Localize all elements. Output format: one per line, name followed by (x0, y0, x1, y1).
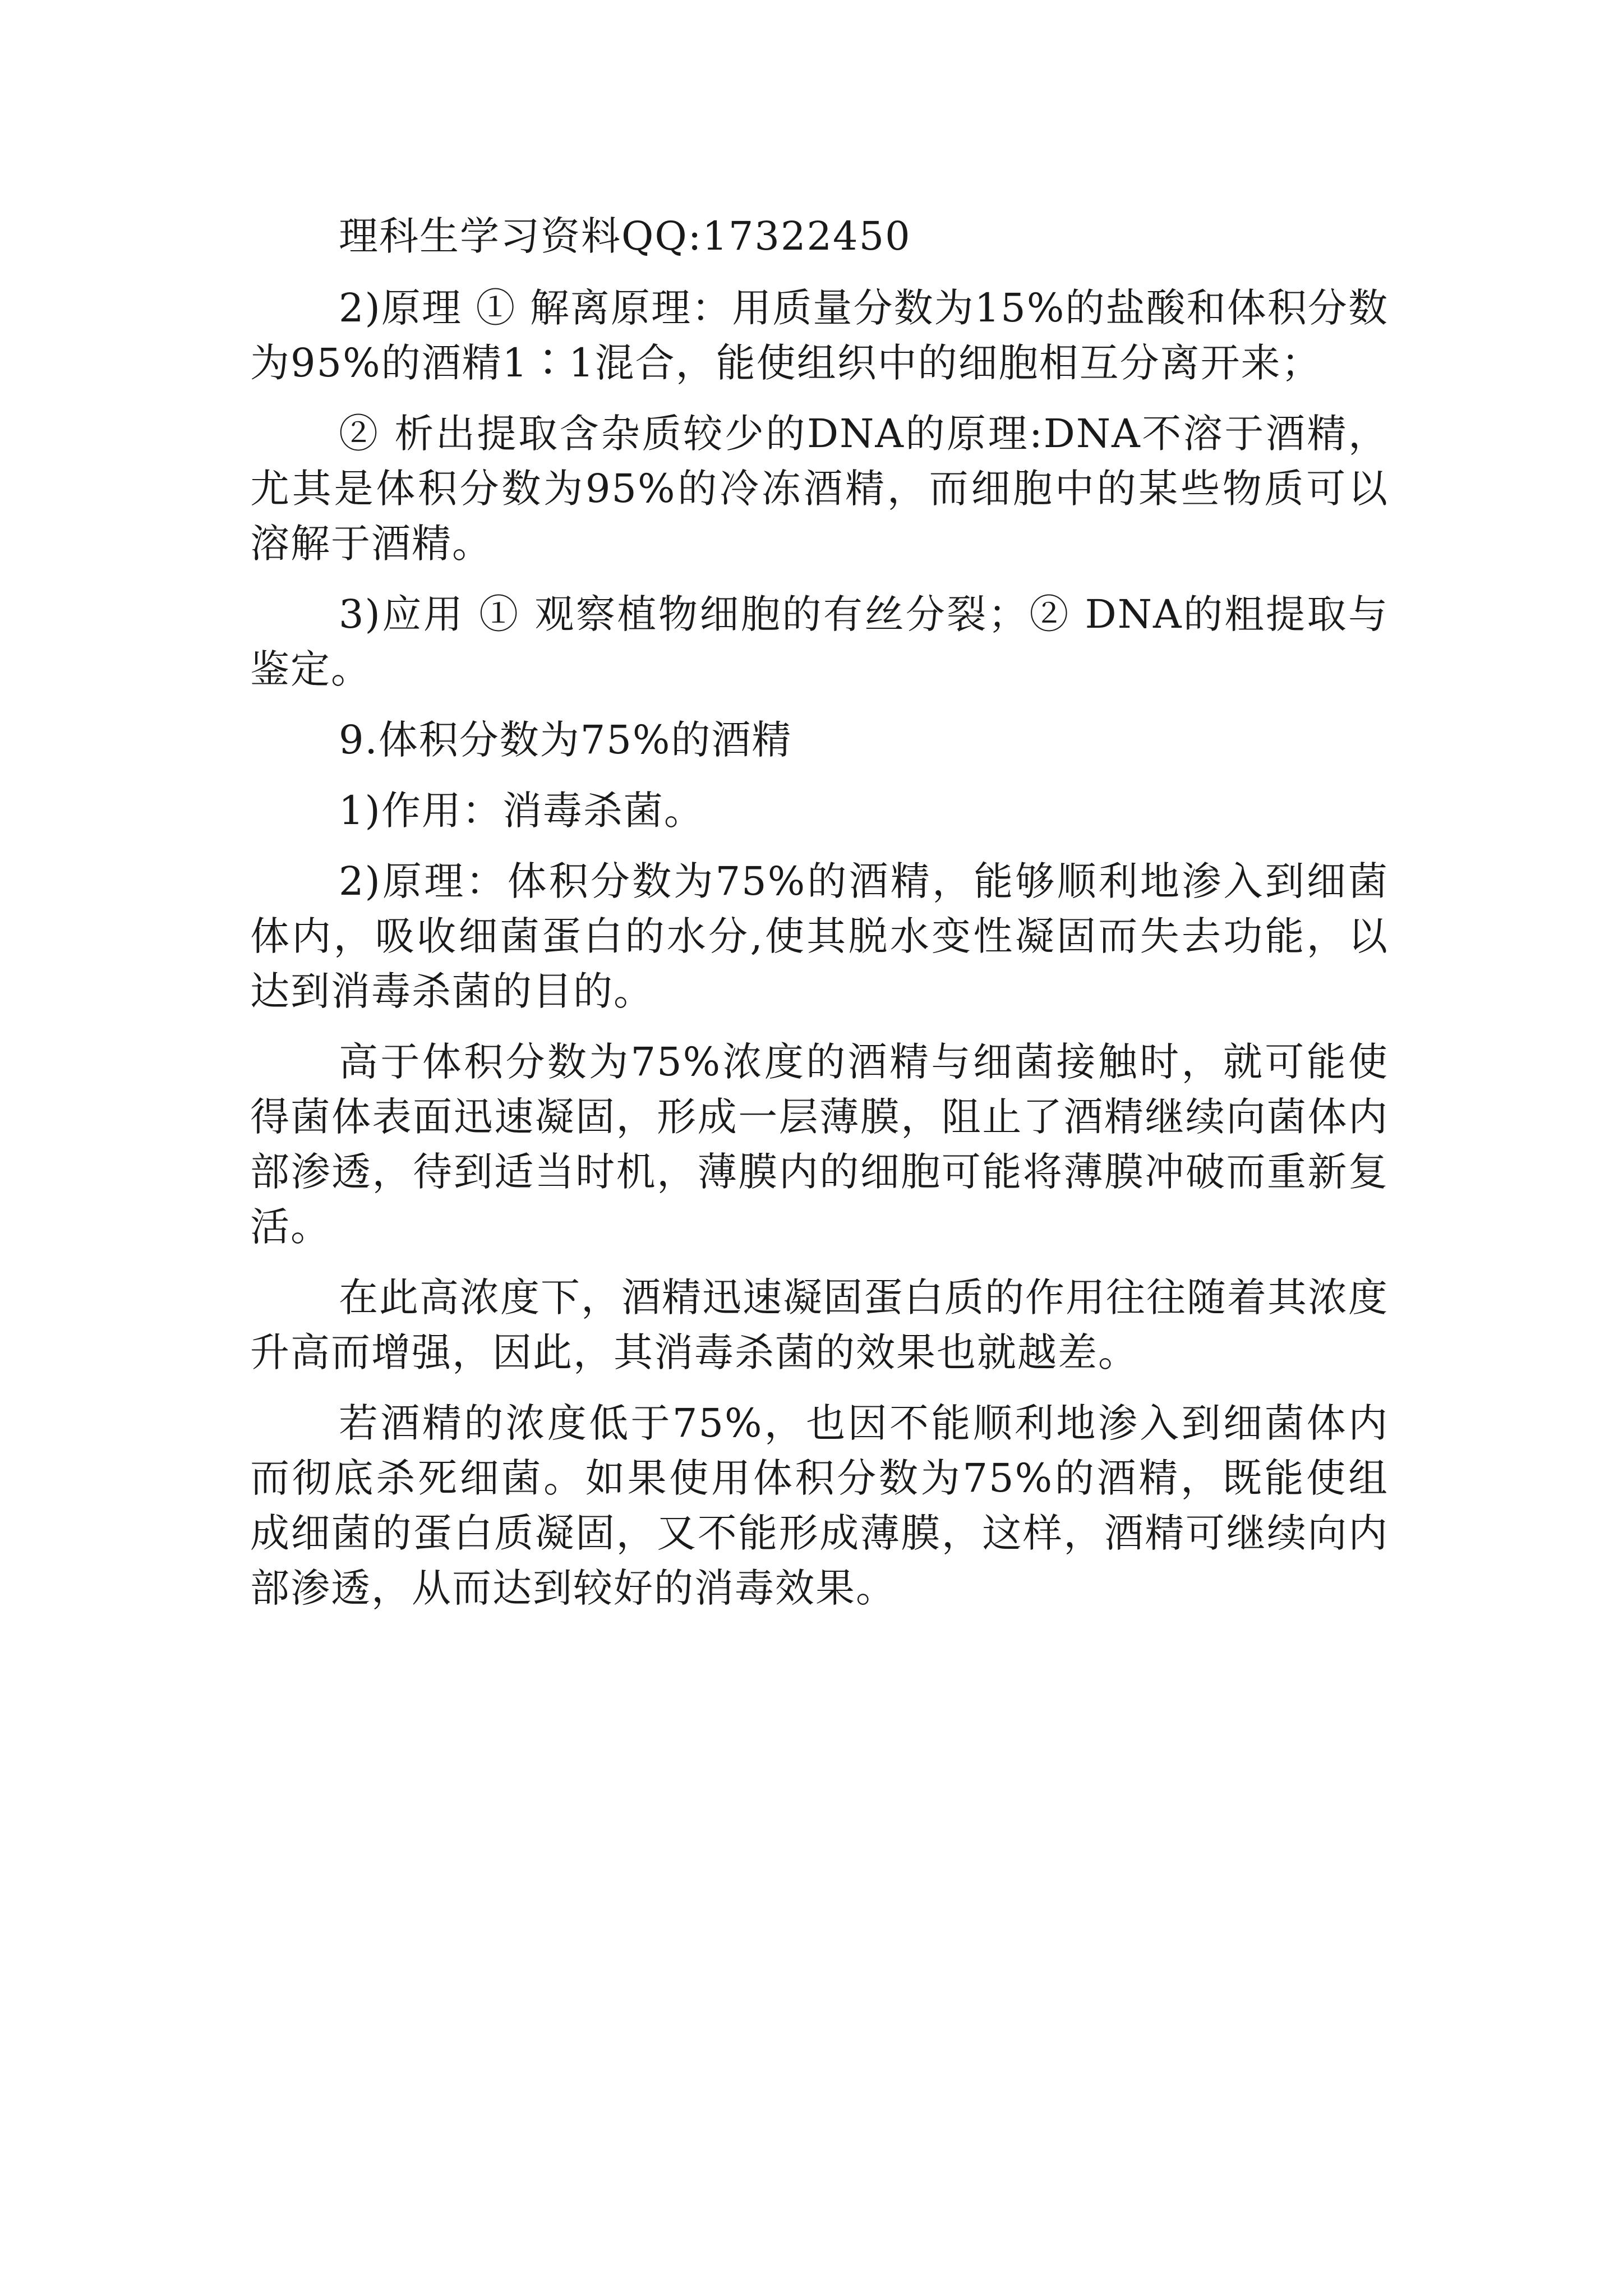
paragraph-low-concentration: 若酒精的浓度低于75%，也因不能顺利地渗入到细菌体内而彻底杀死细菌。如果使用体积分数为75%的酒精，既能使组成细菌的蛋白质凝固，又不能形成薄膜，这样，酒精可继续向内部渗透，从而达到较好的消毒效果。 (250, 1400, 1389, 1611)
section-heading-75-alcohol: 9.体积分数为75%的酒精 (339, 717, 792, 763)
paragraph-concentration-effect: 在此高浓度下，酒精迅速凝固蛋白质的作用往往随着其浓度升高而增强，因此，其消毒杀菌的效果也就越差。 (250, 1274, 1389, 1375)
paragraph-principle-75: 2)原理：体积分数为75%的酒精，能够顺利地渗入到细菌体内，吸收细菌蛋白的水分,使其脱水变性凝固而失去功能，以达到消毒杀菌的目的。 (250, 858, 1389, 1014)
paragraph-dna-extraction: ② 析出提取含杂质较少的DNA的原理:DNA不溶于酒精，尤其是体积分数为95%的冷冻酒精，而细胞中的某些物质可以溶解于酒精。 (250, 411, 1389, 567)
paragraph-function: 1)作用：消毒杀菌。 (339, 788, 704, 834)
header-line: 理科生学习资料QQ:17322450 (339, 213, 911, 259)
paragraph-principle: 2)原理 ① 解离原理：用质量分数为15%的盐酸和体积分数为95%的酒精1∶1混合，能使组织中的细胞相互分离开来； (250, 285, 1389, 386)
document-body (250, 209, 1389, 1631)
paragraph-high-concentration: 高于体积分数为75%浓度的酒精与细菌接触时，就可能使得菌体表面迅速凝固，形成一层薄膜，阻止了酒精继续向菌体内部渗透，待到适当时机，薄膜内的细胞可能将薄膜冲破而重新复活。 (250, 1039, 1389, 1250)
paragraph-application: 3)应用 ① 观察植物细胞的有丝分裂；② DNA的粗提取与鉴定。 (250, 591, 1389, 692)
